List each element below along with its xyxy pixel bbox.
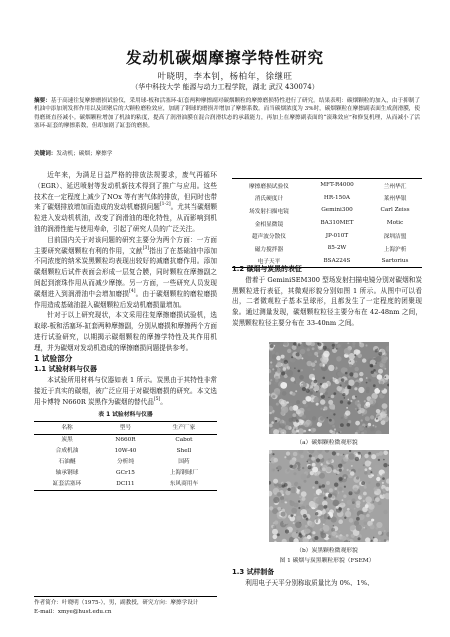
figure-b-caption: （b）炭黑颗粒微观形貌 bbox=[296, 548, 358, 554]
intro-p1-tail: 。尤其当碳烟颗粒进入发动机机油，改变了润滑油的理化特性，从而影响到机油的润滑性能与使用寿命，引起了研究人员的广泛关注。 bbox=[34, 203, 218, 233]
table-header-cell: 型号 bbox=[100, 422, 151, 434]
table-row bbox=[34, 468, 217, 479]
table-header-cell: 生产厂家 bbox=[151, 422, 217, 434]
sem-image-carbon-black bbox=[269, 450, 389, 542]
table-row bbox=[34, 446, 217, 457]
intro-paragraph-3: 针对于以上研究现状，本文采用往复摩擦磨损试验机，选取球-板和活塞环-缸套两种摩擦副，分别从磨损和摩擦两个方面进行试验研究，以期揭示碳烟颗粒的摩擦学特性及其作用机理，并为碳烟对发动机造成的摩擦磨损问题提供参考。 bbox=[34, 311, 217, 352]
paper-title: 发动机碳烟摩擦学特性研究 bbox=[125, 49, 324, 67]
table-cell: JP-010T bbox=[325, 232, 349, 239]
abstract bbox=[34, 97, 420, 131]
table-cell: Cabot bbox=[175, 436, 193, 443]
figure-1-caption: 图 1 碳烟与炭黑颗粒形貌（FSEM） bbox=[279, 558, 375, 564]
citation: [4] bbox=[129, 288, 136, 294]
sem-image-soot-texture bbox=[269, 342, 389, 434]
keywords-label: 关键词： bbox=[34, 151, 57, 157]
table-cell: 场发射扫描电镜 bbox=[249, 208, 289, 215]
table-cell: Carl Zeiss bbox=[380, 207, 410, 214]
figure-a-caption: （a）碳烟颗粒微观形貌 bbox=[296, 440, 358, 446]
table-cell: 炭黑 bbox=[61, 436, 73, 443]
table-row bbox=[34, 434, 217, 446]
section-heading-1-1: 1.1 试验材料与仪器 bbox=[34, 365, 97, 374]
materials-paragraph bbox=[34, 375, 217, 407]
table-cell: 缸套活塞环 bbox=[52, 481, 82, 488]
table-cell: 电子天平 bbox=[257, 259, 281, 266]
intro-p2-b: 指出了在基础油中添加不同浓度的纳米炭黑颗粒均表现出较好的减磨抗磨作用。添加碳烟颗粒后试件表面会形成一层复合膜，同时颗粒在摩擦副之间起到滚珠作用从而减少摩擦。另一方面，一些研究人员发现碳烟进入到润滑油中会增加磨损 bbox=[34, 246, 218, 298]
table-cell: BSA224S bbox=[323, 257, 351, 264]
table-row bbox=[232, 242, 422, 255]
right-column bbox=[232, 264, 422, 329]
materials-text: 本试验所用材料与仪器如表 1 所示。炭黑由于其特性非常接近于真实的碳烟，被广泛应用于对碳烟磨损的研究。本文选用卡博特 N660R 炭黑作为碳烟的替代品 bbox=[34, 376, 217, 406]
sem-image-carbon-black-texture bbox=[269, 450, 389, 542]
table-row bbox=[34, 457, 217, 468]
paper-affiliation: （华中科技大学 能源与动力工程学院，湖北 武汉 430074） bbox=[131, 83, 319, 91]
section-heading-1-3: 1.3 试样制备 bbox=[232, 568, 275, 576]
table-cell: 超声波分散仪 bbox=[251, 234, 286, 241]
sem-image-soot bbox=[269, 342, 389, 434]
table-cell: 上海沪析 bbox=[383, 246, 407, 253]
table-cell: 消氏硬度计 bbox=[254, 196, 284, 203]
table-cell: 金相显微镜 bbox=[254, 221, 284, 228]
abstract-text: 基于高速往复摩擦磨损试验仪，采用球-板和活塞环-缸套两种摩擦副对碳烟颗粒的摩擦磨损特性进行了研究。结果表明：碳烟颗粒的加入，由于抑制了机油中添加剂发挥作用以及团聚后的大颗粒磨粒效应，加剧了钢球的磨损并增加了摩擦系数。而当碳烟浓度为 3%时，碳烟颗粒在摩擦副表面生成润滑膜，使得磨斑直径减小。碳烟颗粒增加了机油的粘度，提高了润滑油膜在混合润滑状态的承载能力，再加上在摩擦副表面的“滚珠效应”和修复机理，从而减小了活塞环-缸套的摩擦系数，但却加剧了缸套的磨损。 bbox=[34, 98, 420, 130]
table-cell: DCI11 bbox=[116, 481, 135, 488]
abstract-label: 摘要： bbox=[34, 98, 51, 104]
table-cell: 石油醚 bbox=[58, 459, 76, 466]
intro-p2-a: 目前国内关于对该问题的研究主要分为两个方面：一方面主要研究碳烟颗粒有利的作用，文献 bbox=[34, 235, 217, 255]
characterization-paragraph: 借着于 GeminiSEM300 型场发射扫描电镜分别对碳烟和炭黑颗粒进行表征，其微观形貌分别如图 1 所示。从图中可以看出，二者微观粒子基本呈球形，且都发生了一定程度的团聚现象。通过测量发现，碳烟颗粒粒径主要分布在 42-48nm 之间，炭黑颗粒粒径主要分布在 33-40nm 之间。 bbox=[232, 275, 422, 327]
table-row bbox=[34, 479, 217, 491]
section-heading-1: 1 试验部分 bbox=[34, 353, 73, 363]
table-cell: GCr15 bbox=[116, 470, 135, 477]
keywords bbox=[34, 150, 420, 158]
footnote-divider bbox=[34, 596, 217, 597]
table-cell: 国药 bbox=[178, 459, 190, 466]
table-header-row bbox=[34, 422, 217, 434]
materials-tail: 。 bbox=[160, 397, 167, 406]
citation: [3] bbox=[142, 245, 150, 251]
table-cell: MFT-R4000 bbox=[320, 182, 354, 189]
table-cell: 轴承钢球 bbox=[55, 470, 79, 477]
paper-authors: 叶晓明，李本钊，杨柏年，徐继旺 bbox=[157, 72, 293, 82]
table-cell: Sartorius bbox=[381, 257, 409, 264]
table-row bbox=[232, 217, 422, 230]
left-column bbox=[34, 170, 217, 491]
table-cell: 东风商用车 bbox=[169, 481, 199, 488]
table-cell: Shell bbox=[176, 447, 192, 454]
table-cell: 上海钢球厂 bbox=[169, 470, 199, 477]
footnote bbox=[34, 599, 420, 617]
table-cell: HR-150A bbox=[323, 194, 351, 201]
table-cell: N660R bbox=[115, 436, 136, 443]
table-cell: 莱州华银 bbox=[383, 196, 407, 203]
author-email: E-mail：xmye@hust.edu.cn bbox=[34, 609, 112, 615]
table-row bbox=[232, 179, 422, 192]
table-row bbox=[232, 204, 422, 217]
table-cell: Motic bbox=[386, 220, 404, 227]
table-cell: 分析纯 bbox=[116, 459, 135, 466]
citation: [1-2] bbox=[159, 202, 171, 208]
table-row bbox=[232, 192, 422, 205]
table-1-caption: 表 1 试验材料与仪器 bbox=[98, 411, 153, 418]
keywords-text: 发动机；碳烟；摩擦学 bbox=[56, 151, 113, 157]
table-cell: 深圳洁盟 bbox=[383, 234, 407, 241]
table-1 bbox=[34, 421, 217, 491]
author-bio: 作者简介：叶晓明（1975-），男，副教授，研究方向：摩擦学设计 bbox=[34, 600, 199, 606]
table-row bbox=[232, 229, 422, 242]
table-cell: 合成机油 bbox=[55, 447, 79, 454]
sample-prep-paragraph: 利用电子天平分别称取质量比为 0%、1%、 bbox=[245, 578, 374, 587]
table-cell: 磁力搅拌器 bbox=[254, 246, 284, 253]
table-cell: 摩擦磨损试验仪 bbox=[249, 183, 289, 190]
citation: [5] bbox=[153, 396, 161, 402]
table-1-continued bbox=[232, 178, 422, 268]
intro-p2-c: 。由于碳烟颗粒的磨粒磨损作用造成基础油混入碳烟颗粒后发动机磨损量增加。 bbox=[34, 289, 218, 309]
intro-p1-text: 近年来，为满足日益严格的排放法规要求，废气再循环（EGR）、延迟喷射等发动机新技术得到了推广与应用。这些技术在一定程度上减少了NOx 等有害气体的排放，但同时也带来了碳烟排放增加而造成的发动机磨损问题 bbox=[34, 171, 217, 212]
table-cell: 兰州华汇 bbox=[383, 183, 407, 190]
section-heading-1-2: 1.2 碳烟与炭黑的表征 bbox=[232, 265, 302, 273]
right-column-bottom bbox=[232, 567, 422, 589]
table-cell: 85-2W bbox=[327, 245, 347, 252]
table-cell: BA310MET bbox=[320, 220, 354, 227]
intro-paragraph-1 bbox=[34, 170, 217, 235]
table-cell: 10W-40 bbox=[114, 447, 137, 454]
intro-paragraph-2 bbox=[34, 235, 217, 311]
table-cell: Gemini300 bbox=[321, 207, 353, 214]
table-header-cell: 名称 bbox=[34, 422, 100, 434]
